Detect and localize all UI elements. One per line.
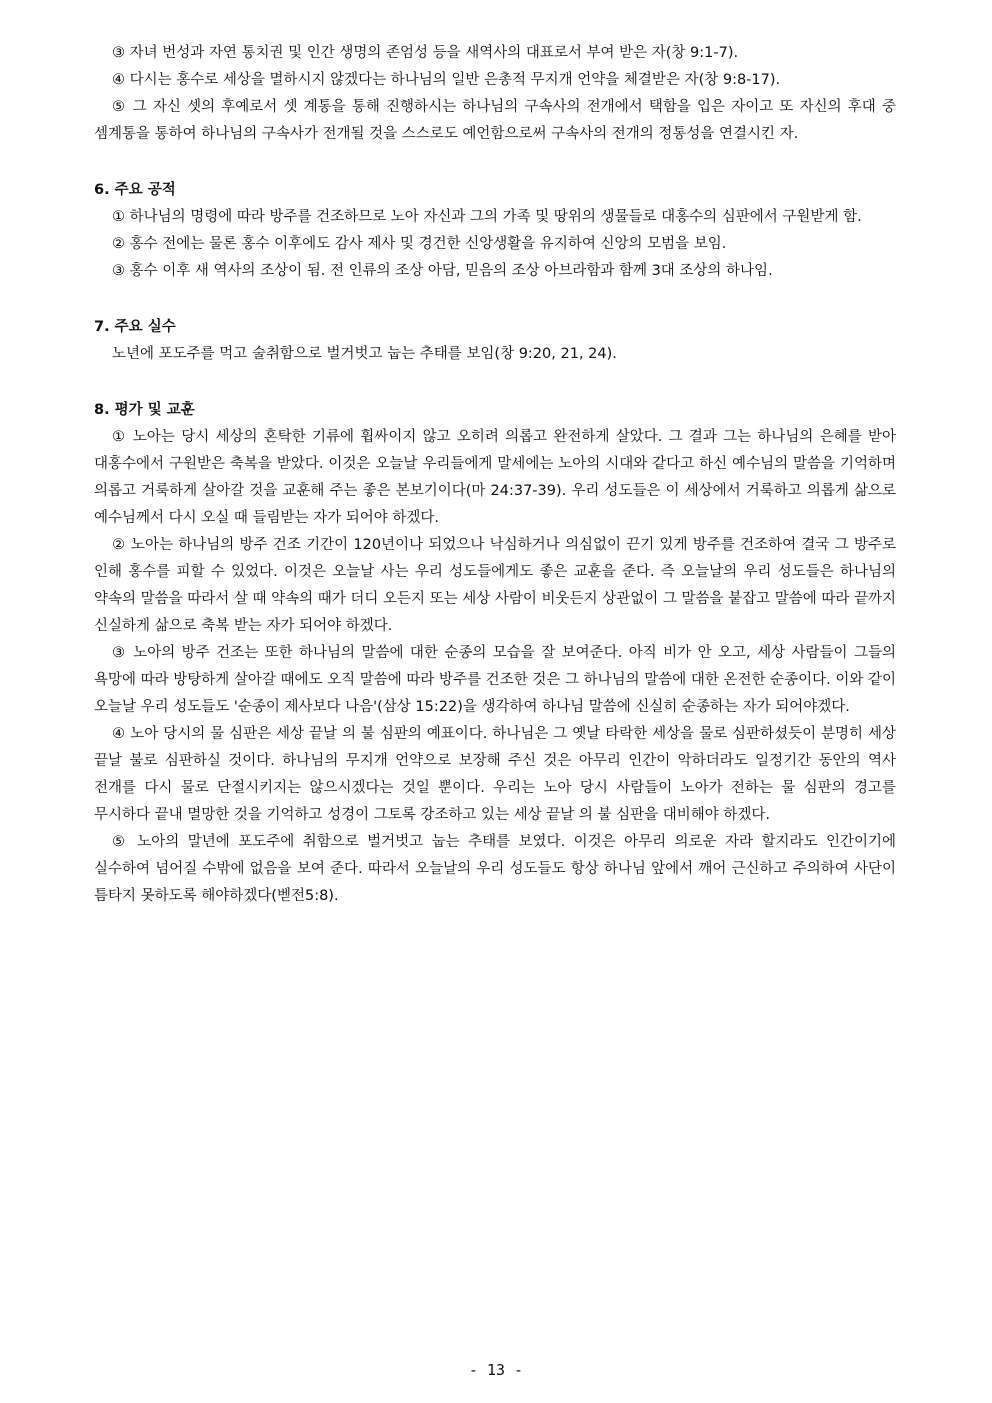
section-paragraph: 노년에 포도주를 먹고 술취함으로 벌거벗고 눕는 추태를 보임(창 9:20, 21, 24). [112, 346, 617, 362]
section-paragraph: ① 노아는 당시 세상의 혼탁한 기류에 휩싸이지 않고 오히려 의롭고 완전하게 살았다. 그 결과 그는 하나님의 은혜를 받아 대홍수에서 구원받은 축복을 받았다. 이것은 오늘날 우리들에게 말세에는 노아의 시대와 같다고 하신 예수님의 말씀을 기억하며 의롭고 거룩하게 살아갈 것을 교훈해 주는 좋은 본보기이다(마 24:37-39). 우리 성도들은 이 세상에서 거룩하고 의롭게 삶으로 예수님께서 다시 오실 때 들림받는 자가 되어야 하겠다. [94, 429, 896, 526]
section-main-mistakes [94, 314, 896, 368]
page-number: - 13 - [468, 1361, 524, 1379]
section-heading: 7. 주요 실수 [94, 319, 176, 335]
section-paragraph: ② 홍수 전에는 물론 홍수 이후에도 감사 제사 및 경건한 신앙생활을 유지하여 신앙의 모범을 보임. [112, 236, 727, 252]
section-heading: 6. 주요 공적 [94, 182, 176, 198]
intro-paragraph: ③ 자녀 번성과 자연 통치권 및 인간 생명의 존엄성 등을 새역사의 대표로서 부여 받은 자(창 9:1-7). [112, 45, 739, 61]
section-paragraph: ③ 홍수 이후 새 역사의 조상이 됨. 전 인류의 조상 아담, 믿음의 조상 아브라함과 함께 3대 조상의 하나임. [112, 263, 773, 279]
intro-paragraph: ⑤ 그 자신 셋의 후예로서 셋 계통을 통해 진행하시는 하나님의 구속사의 전개에서 택함을 입은 자이고 또 자신의 후대 중 셈계통을 통하여 하나님의 구속사가 전개될 것을 스스로도 예언함으로써 구속사의 전개의 정통성을 연결시킨 자. [94, 99, 896, 142]
intro-paragraph: ④ 다시는 홍수로 세상을 멸하시지 않겠다는 하나님의 일반 은총적 무지개 언약을 체결받은 자(창 9:8-17). [112, 72, 781, 88]
section-main-achievements [94, 177, 896, 285]
section-paragraph: ② 노아는 하나님의 방주 건조 기간이 120년이나 되었으나 낙심하거나 의심없이 끈기 있게 방주를 건조하여 결국 그 방주로 인해 홍수를 피할 수 있었다. 이것은 오늘날 사는 우리 성도들에게도 좋은 교훈을 준다. 즉 오늘날의 우리 성도들은 하나님의 약속의 말씀을 따라서 살 때 약속의 때가 더디 오든지 또는 세상 사람이 비웃든지 상관없이 그 말씀을 붙잡고 말씀에 따라 끝까지 신실하게 삶으로 축복 받는 자가 되어야 하겠다. [94, 537, 896, 634]
section-paragraph: ③ 노아의 방주 건조는 또한 하나님의 말씀에 대한 순종의 모습을 잘 보여준다. 아직 비가 안 오고, 세상 사람들이 그들의 욕망에 따라 방탕하게 살아갈 때에도 오직 말씀에 따라 방주를 건조한 것은 그 하나님의 말씀에 대한 온전한 순종이다. 이와 같이 오늘날 우리 성도들도 '순종이 제사보다 나음'(삼상 15:22)을 생각하여 하나님 말씀에 신실히 순종하는 자가 되어야겠다. [94, 645, 896, 715]
section-evaluation-lessons [94, 397, 896, 910]
section-paragraph: ⑤ 노아의 말년에 포도주에 취함으로 벌거벗고 눕는 추태를 보였다. 이것은 아무리 의로운 자라 할지라도 인간이기에 실수하여 넘어질 수밖에 없음을 보여 준다. 따라서 오늘날의 우리 성도들도 항상 하나님 앞에서 깨어 근신하고 주의하여 사단이 틈타지 못하도록 해야하겠다(벧전5:8). [94, 834, 896, 904]
intro-section [94, 40, 896, 148]
section-heading: 8. 평가 및 교훈 [94, 402, 195, 418]
section-paragraph: ④ 노아 당시의 물 심판은 세상 끝날 의 불 심판의 예표이다. 하나님은 그 옛날 타락한 세상을 물로 심판하셨듯이 분명히 세상 끝날 불로 심판하실 것이다. 하나님의 무지개 언약으로 보장해 주신 것은 아무리 인간이 악하더라도 일정기간 동안의 역사 전개를 다시 물로 단절시키지는 않으시겠다는 것일 뿐이다. 우리는 노아 당시 사람들이 노아가 전하는 물 심판의 경고를 무시하다 끝내 멸망한 것을 기억하고 성경이 그토록 강조하고 있는 세상 끝날 의 불 심판을 대비해야 하겠다. [94, 726, 896, 823]
section-paragraph: ① 하나님의 명령에 따라 방주를 건조하므로 노아 자신과 그의 가족 및 땅위의 생물들로 대홍수의 심판에서 구원받게 함. [112, 209, 862, 225]
